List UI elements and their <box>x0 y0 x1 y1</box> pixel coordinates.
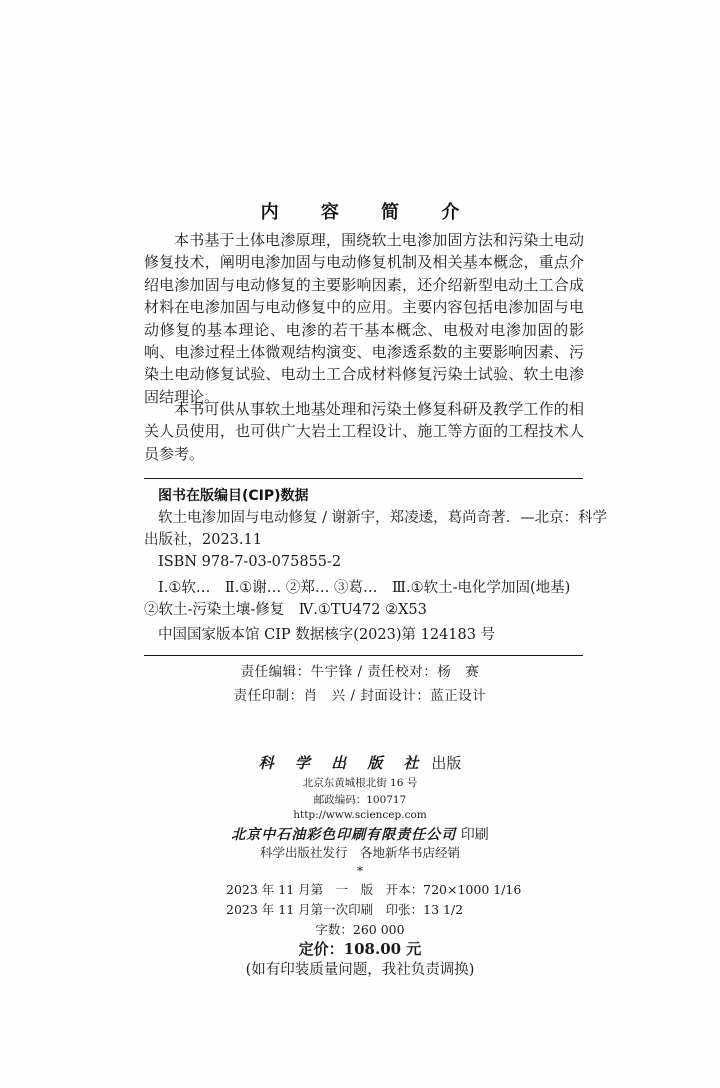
separator-asterisk: * <box>356 863 364 878</box>
word-count: 字数：260 000 <box>315 922 405 937</box>
publisher-suffix: 出版 <box>431 754 462 772</box>
cip-title-line: 软土电渗加固与电动修复 / 谢新宇，郑凌逶，葛尚奇著．—北京：科学 <box>158 510 608 526</box>
publisher-line <box>0 752 720 773</box>
cip-classification-1: Ⅰ.①软… Ⅱ.①谢… ②郑… ③葛… Ⅲ.①软土-电化学加固(地基) <box>158 580 571 596</box>
cip-number: 中国国家版本馆 CIP 数据核字(2023)第 124183 号 <box>158 627 496 643</box>
audience-section <box>144 398 584 465</box>
printing-line: 2023 年 11 月第一次印刷 印张：13 1/2 <box>226 902 464 917</box>
printer-suffix: 印刷 <box>460 827 489 843</box>
publisher-address: 北京东黄城根北街 16 号 <box>302 777 418 789</box>
quality-note: (如有印装质量问题，我社负责调换) <box>245 962 475 978</box>
edition-line: 2023 年 11 月第 一 版 开本：720×1000 1/16 <box>226 882 522 897</box>
publisher-url[interactable]: http://www.sciencep.com <box>293 809 427 821</box>
distribution-line: 科学出版社发行 各地新华书店经销 <box>259 845 460 860</box>
audience-paragraph: 本书可供从事软土地基处理和污染土修复科研及教学工作的相关人员使用，也可供广大岩土工程设计、施工等方面的工程技术人员参考。 <box>144 400 584 463</box>
intro-paragraph: 本书基于土体电渗原理，围绕软土电渗加固方法和污染土电动修复技术，阐明电渗加固与电动修复机制及相关基本概念，重点介绍电渗加固与电动修复的主要影响因素，还介绍新型电动土工合成材料在电渗加固与电动修复中的应用。主要内容包括电渗加固与电动修复的基本理论、电渗的若干基本概念、电极对电渗加固的影响、电渗过程土体微观结构演变、电渗透系数的主要影响因素、污染土电动修复试验、电动土工合成材料修复污染土试验、软土电渗固结理论。 <box>144 231 584 406</box>
price: 定价：108.00 元 <box>298 940 422 958</box>
page-title: 内 容 简 介 <box>260 202 478 223</box>
cip-data-box <box>144 478 608 656</box>
cip-publisher-line: 出版社，2023.11 <box>144 532 262 548</box>
cip-heading: 图书在版编目(CIP)数据 <box>158 488 309 504</box>
publisher-name: 科 学 出 版 社 <box>258 754 427 772</box>
credits-production: 责任印制：肖 兴 / 封面设计：蓝正设计 <box>233 688 487 704</box>
cip-isbn: ISBN 978-7-03-075855-2 <box>158 554 342 570</box>
publisher-postcode: 邮政编码：100717 <box>313 794 407 806</box>
cip-classification-2: ②软土-污染土壤-修复 Ⅳ.①TU472 ②X53 <box>144 602 427 618</box>
printer-name: 北京中石油彩色印刷有限责任公司 <box>231 827 457 843</box>
printer-line <box>0 824 720 844</box>
credits-editors: 责任编辑：牛宇锋 / 责任校对：杨 赛 <box>240 664 480 680</box>
intro-section <box>144 229 584 408</box>
